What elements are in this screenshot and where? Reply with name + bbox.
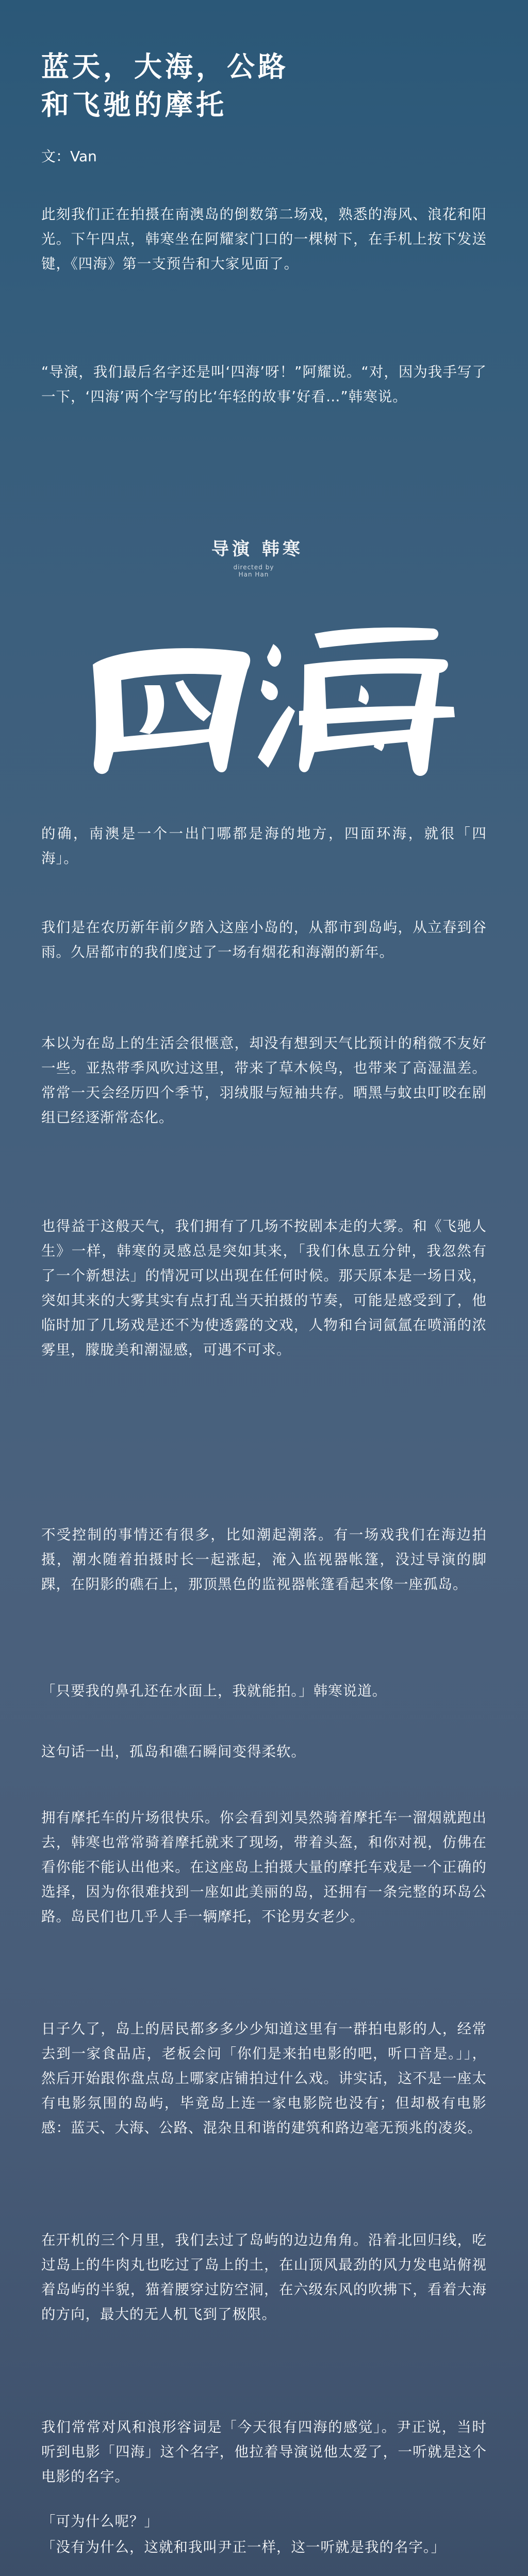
paragraph-10: 拥有摩托车的片场很快乐。你会看到刘昊然骑着摩托车一溜烟就跑出去，韩寒也常常骑着摩托就来了现场，带着头盔，和你对视，仿佛在看你能不能认出他来。在这座岛上拍摄大量的摩托车戏是一个正确的选择，因为你很难找到一座如此美丽的岛，还拥有一条完整的环岛公路。岛民们也几乎人手一辆摩托，不论男女老少。 [41, 1809, 487, 1925]
title-line-2: 和飞驰的摩托 [41, 88, 227, 121]
paragraph-9: 这句话一出，孤岛和礁石瞬间变得柔软。 [41, 1743, 306, 1760]
paragraph-11: 日子久了，岛上的居民都多多少少知道这里有一群拍电影的人，经常去到一家食品店，老板会问「你们是来拍电影的吧，听口音是。」」，然后开始跟你盘点岛上哪家店铺拍过什么戏。讲实话，这不是一座太有电影氛围的岛屿，毕竟岛上连一家电影院也没有；但却极有电影感：蓝天、大海、公路、混杂且和谐的建筑和路边毫无预兆的凌炎。 [41, 2021, 487, 2136]
paragraph-1: 此刻我们正在拍摄在南澳岛的倒数第二场戏，熟悉的海风、浪花和阳光。下午四点，韩寒坐在阿耀家门口的一棵树下，在手机上按下发送键，《四海》第一支预告和大家见面了。 [41, 206, 487, 272]
author-byline: 文：Van [41, 148, 97, 165]
paragraph-4: 我们是在农历新年前夕踏入这座小岛的，从都市到岛屿，从立春到谷雨。久居都市的我们度过了一场有烟花和海潮的新年。 [41, 919, 487, 960]
paragraph-3: 的确，南澳是一个一出门哪都是海的地方，四面环海，就很「四海」。 [41, 825, 487, 867]
director-stamp: 导演 韩寒 [211, 539, 303, 560]
paragraph-5: 本以为在岛上的生活会很惬意，却没有想到天气比预计的稍微不友好一些。亚热带季风吹过这里，带来了草木候鸟，也带来了高湿温差。常常一天会经历四个季节，羽绒服与短袖共存。晒黑与蚊虫叮咬在剧组已经逐渐常态化。 [41, 1035, 487, 1126]
paragraph-7: 不受控制的事情还有很多，比如潮起潮落。有一场戏我们在海边拍摄，潮水随着拍摄时长一起涨起，淹入监视器帐篷，没过导演的脚踝，在阴影的礁石上，那顶黑色的监视器帐篷看起来像一座孤岛。 [41, 1527, 487, 1592]
paragraph-13: 我们常常对风和浪形容词是「今天很有四海的感觉」。尹正说，当时听到电影「四海」这个名字，他拉着导演说他太爱了，一听就是这个电影的名字。 [41, 2419, 487, 2485]
title-line-1: 蓝天，大海，公路 [41, 50, 289, 83]
paragraph-2: “导演，我们最后名字还是叫‘四海’呀！”阿耀说。“对，因为我手写了一下，‘四海’两个字写的比‘年轻的故事’好看…”韩寒说。 [41, 364, 487, 405]
article-title [41, 47, 454, 124]
paragraph-14: 「可为什么呢？」 [41, 2513, 159, 2530]
paragraph-12: 在开机的三个月里，我们去过了岛屿的边边角角。沿着北回归线，吃过岛上的牛肉丸也吃过了岛上的土，在山顶风最劲的风力发电站俯视着岛屿的半貌，猫着腰穿过防空洞，在六级东风的吹拂下，看着大海的方向，最大的无人机飞到了极限。 [41, 2232, 487, 2323]
director-stamp-en: directed by Han Han [233, 564, 274, 578]
paragraph-15: 「没有为什么，这就和我叫尹正一样，这一听就是我的名字。」 [41, 2539, 446, 2555]
brush-calligraphy-title [72, 587, 464, 793]
paragraph-8: 「只要我的鼻孔还在水面上，我就能拍。」韩寒说道。 [41, 1683, 387, 1699]
paragraph-6: 也得益于这般天气，我们拥有了几场不按剧本走的大雾。和《飞驰人生》一样，韩寒的灵感总是突如其来，「我们休息五分钟，我忽然有了一个新想法」的情况可以出现在任何时候。那天原本是一场日戏，突如其来的大雾其实有点打乱当天拍摄的节奏，可能是感受到了，他临时加了几场戏是还不为使透露的文戏，人物和台词氤氲在喷涌的浓雾里，朦胧美和潮湿感，可遇不可求。 [41, 1218, 487, 1358]
